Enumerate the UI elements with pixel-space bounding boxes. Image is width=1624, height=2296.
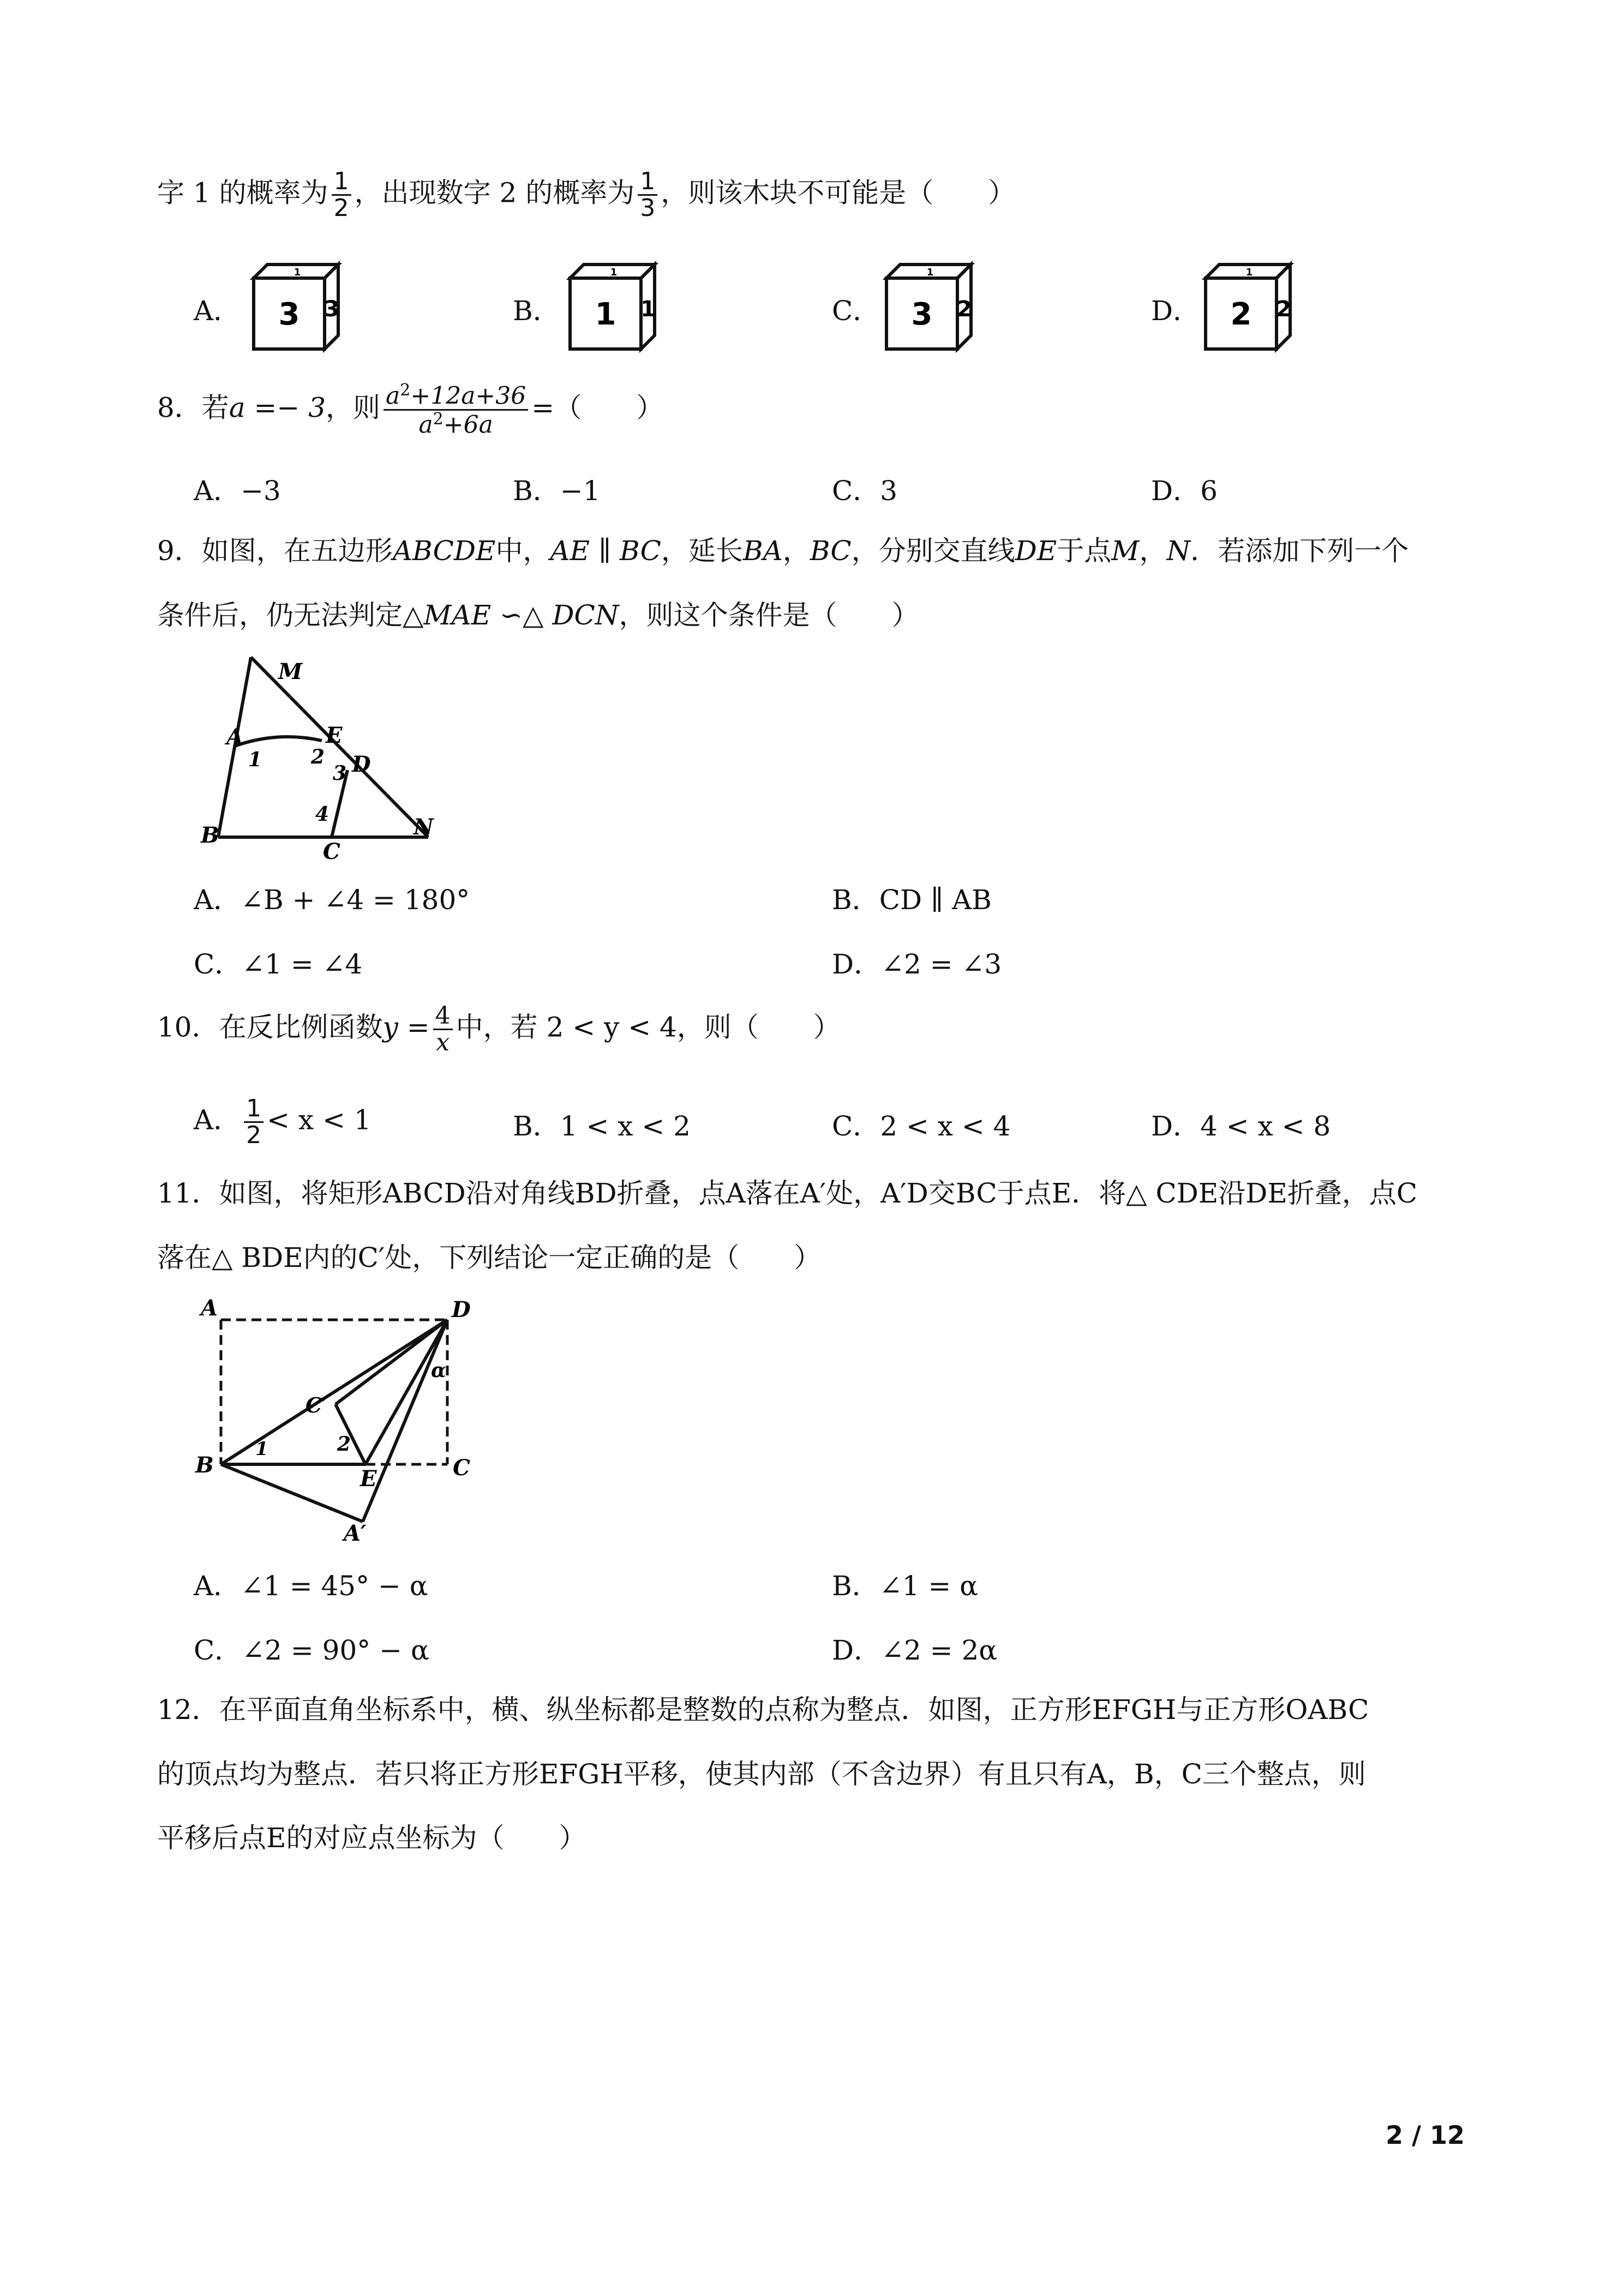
cube-c-top: 1 bbox=[926, 267, 934, 278]
label-d: D bbox=[452, 1297, 471, 1323]
cube-d-side: 2 bbox=[1276, 297, 1291, 322]
label-b: B bbox=[201, 822, 219, 848]
cube-a-front: 3 bbox=[278, 297, 300, 332]
q9-figure bbox=[196, 649, 447, 862]
q7-option-d[interactable]: D． bbox=[1151, 295, 1201, 327]
label-n: N bbox=[414, 814, 434, 840]
q11-option-a[interactable]: A．∠1 = 45° − α bbox=[194, 1570, 428, 1602]
label-a-prime: A′ bbox=[344, 1520, 367, 1543]
q9-option-c[interactable]: C．∠1 = ∠4 bbox=[194, 948, 363, 980]
cube-c-side: 2 bbox=[957, 297, 972, 322]
cube-d-front: 2 bbox=[1230, 297, 1252, 332]
cube-d-figure bbox=[1197, 256, 1307, 354]
label-c-prime: C′ bbox=[305, 1393, 328, 1417]
label-3: 3 bbox=[333, 762, 347, 785]
q10-fraction: $\frac{4}{x}$ bbox=[433, 1003, 453, 1055]
cube-b-front: 1 bbox=[595, 297, 616, 332]
q11-figure bbox=[191, 1293, 496, 1543]
label-e: E bbox=[360, 1466, 377, 1492]
cube-a-top: 1 bbox=[293, 267, 301, 278]
q11-stem-line2: 落在△ BDE内的C′处，下列结论一定正确的是（ ） bbox=[157, 1242, 822, 1273]
q7-option-a[interactable]: A． bbox=[194, 295, 241, 327]
q9-option-d[interactable]: D．∠2 = ∠3 bbox=[832, 948, 1002, 980]
cube-c-figure bbox=[878, 256, 987, 354]
label-4: 4 bbox=[315, 803, 329, 826]
q11-option-b[interactable]: B．∠1 = α bbox=[832, 1570, 978, 1602]
q11-stem-line1: 11．如图，将矩形ABCD沿对角线BD折叠，点A落在A′处，A′D交BC于点E．将△ CDE沿DE折叠，点C bbox=[157, 1177, 1418, 1209]
label-1: 1 bbox=[255, 1438, 268, 1460]
q7-frac-half: $\frac{1}{2}$ bbox=[332, 169, 351, 221]
q10-option-a[interactable]: A． $\frac{1}{2}$ < x < 1 bbox=[194, 1095, 371, 1150]
q8-option-b[interactable]: B．−1 bbox=[513, 475, 601, 507]
q9-stem-line1: 9．如图，在五边形ABCDE中，AE ∥ BC，延长BA，BC，分别交直线DE于点M，N．若添加下列一个 bbox=[157, 535, 1409, 567]
q12-stem-line2: 的顶点均为整点．若只将正方形EFGH平移，使其内部（不含边界）有且只有A，B，C三个整点，则 bbox=[157, 1758, 1366, 1790]
q10-option-c[interactable]: C．2 < x < 4 bbox=[832, 1110, 1011, 1142]
q7-option-b[interactable]: B． bbox=[513, 295, 560, 327]
q10-option-d[interactable]: D．4 < x < 8 bbox=[1151, 1110, 1331, 1142]
label-c: C bbox=[323, 839, 340, 862]
label-2: 2 bbox=[337, 1433, 351, 1456]
q8-option-c[interactable]: C．3 bbox=[832, 475, 898, 507]
cube-b-top: 1 bbox=[610, 267, 618, 278]
label-alpha: α bbox=[431, 1359, 446, 1382]
q9-option-b[interactable]: B．CD ∥ AB bbox=[832, 884, 992, 916]
page-number: 2 / 12 bbox=[1386, 2120, 1465, 2150]
label-m: M bbox=[278, 659, 303, 684]
label-a: A bbox=[226, 724, 244, 750]
q7-stem: 字 1 的概率为 $\frac{1}{2}$ ，出现数字 2 的概率为 $\frac{1}{3}$ ，则该木块不可能是（ ） bbox=[157, 167, 1016, 223]
q10-option-b[interactable]: B．1 < x < 2 bbox=[513, 1110, 691, 1142]
cube-c-front: 3 bbox=[911, 297, 933, 332]
label-1: 1 bbox=[248, 748, 262, 771]
q11-option-c[interactable]: C．∠2 = 90° − α bbox=[194, 1634, 429, 1666]
q8-stem: 8．若a =− 3，则 $\frac{a^2+12a+36}{a^2+6a}$ =（ ） bbox=[157, 381, 664, 439]
cube-b-side: 1 bbox=[640, 297, 656, 322]
q10-stem: 10．在反比例函数y = $\frac{4}{x}$ 中，若 2 < y < 4，则（ ） bbox=[157, 1002, 841, 1057]
q8-fraction: $\frac{a^2+12a+36}{a^2+6a}$ bbox=[383, 382, 528, 438]
q8-option-d[interactable]: D．6 bbox=[1151, 475, 1218, 507]
label-d: D bbox=[352, 752, 371, 777]
q7-option-c[interactable]: C． bbox=[832, 295, 880, 327]
label-c: C bbox=[453, 1455, 470, 1481]
cube-d-top: 1 bbox=[1245, 267, 1253, 278]
cube-b-figure bbox=[562, 256, 671, 354]
label-e: E bbox=[326, 723, 343, 748]
q8-option-a[interactable]: A．−3 bbox=[194, 475, 281, 507]
cube-a-figure bbox=[245, 256, 355, 354]
q12-stem-line1: 12．在平面直角坐标系中，横、纵坐标都是整数的点称为整点．如图，正方形EFGH与正方形OABC bbox=[157, 1694, 1369, 1726]
label-a: A bbox=[201, 1295, 218, 1321]
q7-frac-third: $\frac{1}{3}$ bbox=[638, 169, 657, 221]
label-2: 2 bbox=[311, 746, 325, 768]
q11-option-d[interactable]: D．∠2 = 2α bbox=[832, 1634, 998, 1666]
cube-a-side: 3 bbox=[324, 297, 339, 322]
q9-stem-line2: 条件后，仍无法判定△MAE ∽△ DCN，则这个条件是（ ） bbox=[157, 599, 919, 631]
label-b: B bbox=[195, 1452, 214, 1478]
q12-stem-line3: 平移后点E的对应点坐标为（ ） bbox=[157, 1822, 586, 1854]
q9-option-a[interactable]: A．∠B + ∠4 = 180° bbox=[194, 884, 470, 916]
